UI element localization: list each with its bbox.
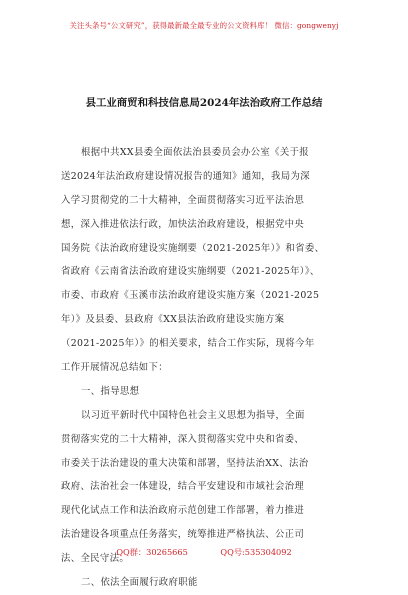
paragraph-line: 根据中共XX县委全面依法治县委员会办公室《关于报 [81,147,310,158]
paragraph-line: 省政府《云南省法治政府建设实施纲要（2021-2025年）》、 [61,266,320,278]
paragraph-line: 现代化试点工作和法治政府示范创建工作部署，着力推进 [61,505,305,517]
paragraph-line: （2021-2025年）》的相关要求，结合工作实际，现将今年 [61,338,315,350]
bottom-contact-banner [0,547,408,558]
paragraph-line: 入学习贯彻党的二十大精神，全面贯彻落实习近平法治思 [61,194,305,206]
paragraph-line: 工作开展情况总结如下： [61,362,168,374]
paragraph-line: 二、依法全面履行政府职能 [81,577,198,589]
paragraph-line: 法、全民守法。 [61,553,130,565]
top-promo-banner: 关注头条号“公文研究”，获得最新最全最专业的公文资料库！ 微信：gongwenyj [69,21,339,30]
paragraph-line: 市委、市政府《玉溪市法治政府建设实施方案（2021-2025 [61,290,320,302]
paragraph-line: 国务院《法治政府建设实施纲要（2021-2025年）》和省委、 [61,242,325,254]
document-body [61,141,345,595]
paragraph-line: 以习近平新时代中国特色社会主义思想为指导，全面 [81,409,305,421]
paragraph-line: 想，深入推进依法行政，加快法治政府建设，根据党中央 [61,218,305,230]
paragraph-line: 送2024年法治政府建设情况报告的通知》通知，我局为深 [61,170,310,182]
paragraph-line: 贯彻落实党的二十大精神，深入贯彻落实党中央和省委、 [61,433,305,445]
document-title: 县工业商贸和科技信息局2024年法治政府工作总结 [85,97,323,109]
paragraph-line: 政府、法治社会一体建设，结合平安建设和市域社会治理 [61,481,305,493]
qq-number-text: QQ号:535304092 [220,547,292,557]
qq-group-text: QQ群：30265665 [116,547,188,557]
paragraph-line: 一、指导思想 [81,385,140,397]
paragraph-line: 法治建设各项重点任务落实，统筹推进严格执法、公正司 [61,529,305,541]
paragraph-line: 年）》及县委、县政府《XX县法治政府建设实施方案 [61,314,285,326]
paragraph-line: 市委关于法治建设的重大决策和部署，坚持法治XX、法治 [61,457,309,469]
